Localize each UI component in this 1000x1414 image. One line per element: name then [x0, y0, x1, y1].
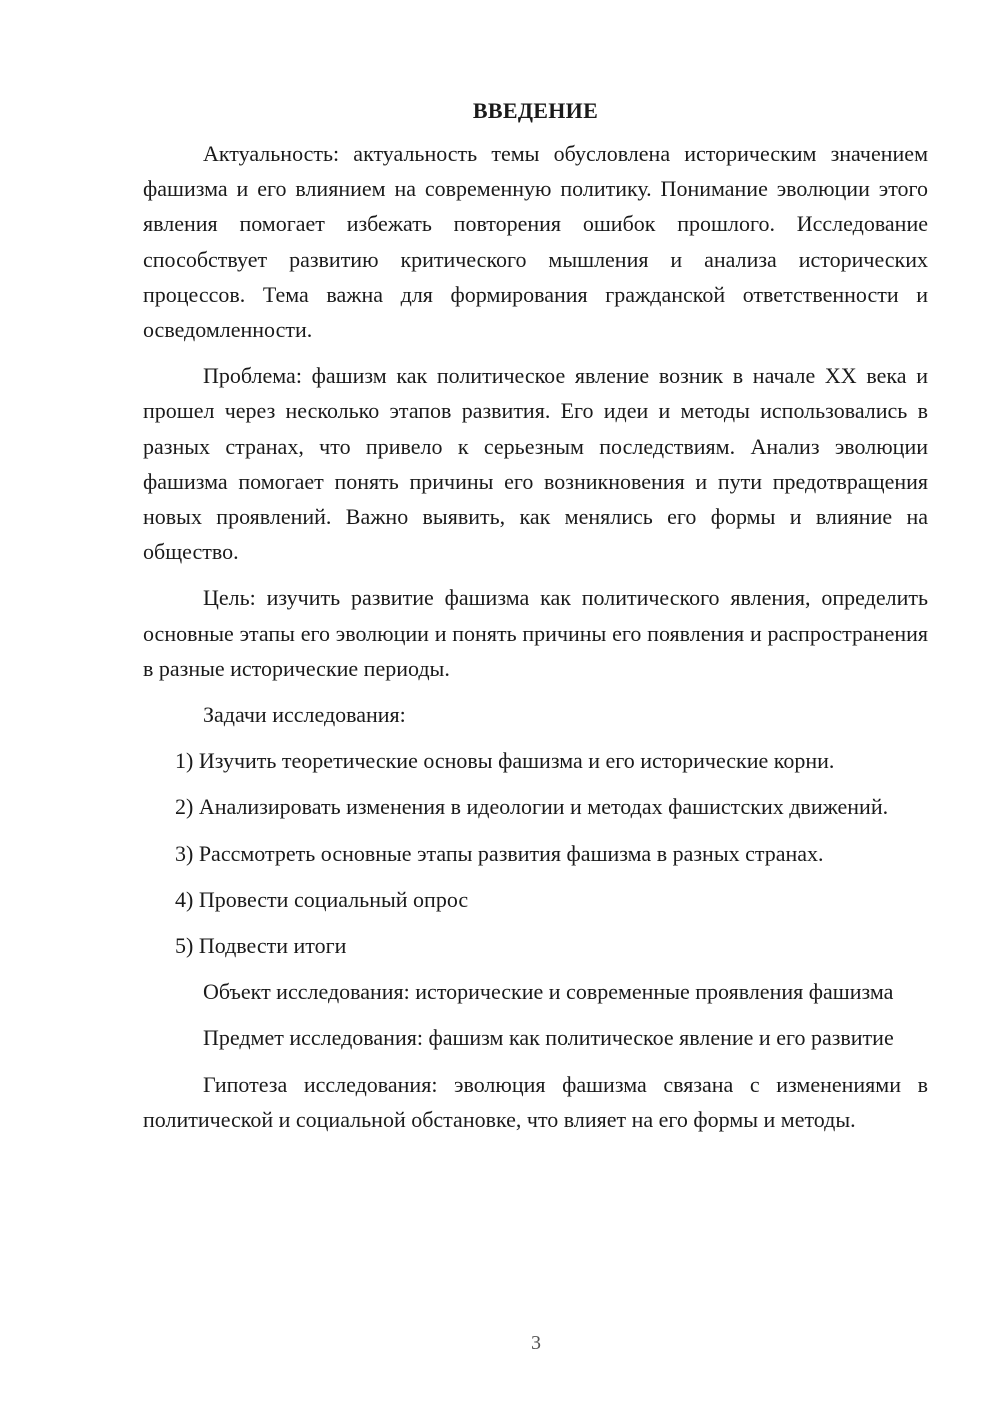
task-item-4: 4) Провести социальный опрос	[175, 886, 469, 912]
section-heading: ВВЕДЕНИЕ	[472, 98, 599, 123]
page-number: 3	[531, 1332, 541, 1354]
task-item-1: 1) Изучить теоретические основы фашизма и его исторические корни.	[175, 748, 835, 774]
research-object-paragraph: Объект исследования: исторические и современные проявления фашизма	[203, 979, 894, 1005]
tasks-heading: Задачи исследования:	[203, 702, 406, 728]
task-item-2: 2) Анализировать изменения в идеологии и методах фашистских движений.	[175, 794, 889, 820]
task-item-3: 3) Рассмотреть основные этапы развития фашизма в разных странах.	[175, 840, 824, 866]
research-hypothesis-paragraph: Гипотеза исследования: эволюция фашизма связана с изменениями в политической и социальной обстановке, что влияет на его формы и методы.	[143, 1071, 928, 1132]
research-subject-paragraph: Предмет исследования: фашизм как политическое явление и его развитие	[203, 1025, 894, 1051]
task-item-5: 5) Подвести итоги	[175, 933, 347, 959]
problem-paragraph: Проблема: фашизм как политическое явление возник в начале XX века и прошел через несколько этапов развития. Его идеи и методы использовались в разных странах, что привело к серьезным последствиям. Анализ эволюции фашизма помогает понять причины его возникновения и пути предотвращения новых проявлений. Важно выявить, как менялись его формы и влияние на общество.	[143, 363, 928, 565]
relevance-paragraph: Актуальность: актуальность темы обусловлена историческим значением фашизма и его влиянием на современную политику. Понимание эволюции этого явления помогает избежать повторения ошибок прошлого. Исследование способствует развитию критического мышления и анализа исторических процессов. Тема важна для формирования гражданской ответственности и осведомленности.	[143, 141, 928, 343]
document-body	[143, 94, 928, 1137]
goal-paragraph: Цель: изучить развитие фашизма как политического явления, определить основные этапы его эволюции и понять причины его появления и распространения в разные исторические периоды.	[143, 585, 928, 681]
